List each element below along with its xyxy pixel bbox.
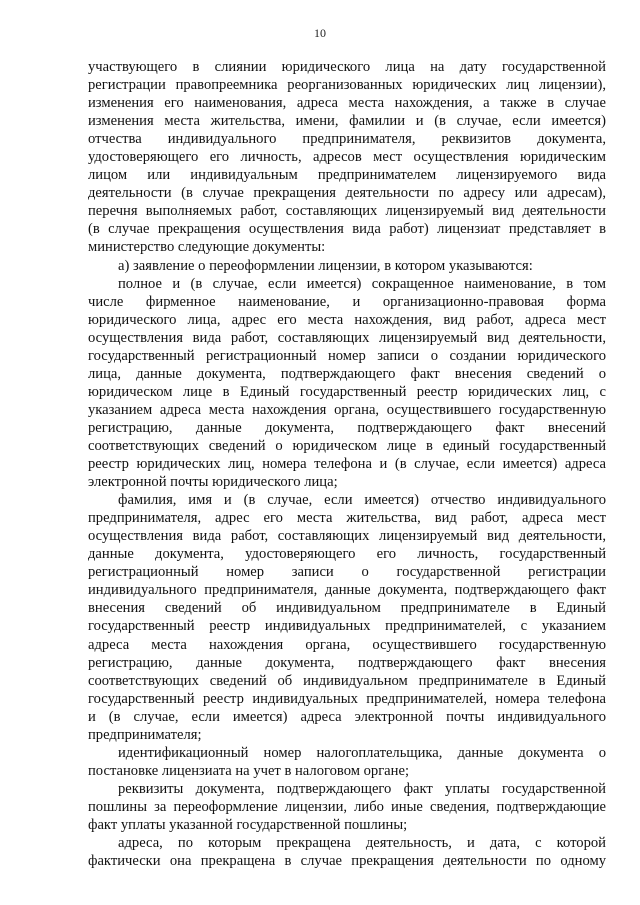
text-line: фамилия, имя и (в случае, если имеется) отчество индивидуального <box>118 492 606 509</box>
text-line: лица, данные документа, подтверждающего факт внесения сведений о <box>88 365 606 382</box>
text-line: соответствующих сведений об индивидуальном предпринимателе в Единый <box>88 672 606 689</box>
text-line: предпринимателя; <box>88 726 202 743</box>
text-line: числе фирменное наименование, и организационно-правовая форма <box>88 293 606 310</box>
text-line: идентификационный номер налогоплательщика, данные документа о <box>118 744 606 761</box>
text-line: адреса места нахождения органа, осуществившего государственную <box>88 636 606 653</box>
text-line: юридическом лице в Единый государственный реестр юридических лиц, с <box>88 383 606 400</box>
text-line: указанием адреса места нахождения органа, осуществившего государственную <box>88 401 606 418</box>
text-line: внесения сведений об индивидуальном предпринимателе в Единый <box>88 600 606 617</box>
text-line: министерство следующие документы: <box>88 239 326 256</box>
text-line: факт уплаты указанной государственной пошлины; <box>88 816 408 833</box>
text-line: изменения его наименования, адреса места нахождения, а также в случае <box>88 95 606 112</box>
text-line: регистрацию, данные документа, подтверждающего факт внесения <box>88 654 606 671</box>
text-line: государственный реестр индивидуальных предпринимателей, номера телефона <box>88 690 606 707</box>
text-line: лицом или индивидуальным предпринимателем лицензируемого вида <box>88 167 606 184</box>
text-line: юридического лица, адрес его места нахождения, вид работ, адреса мест <box>88 311 606 328</box>
text-line: участвующего в слиянии юридического лица на дату государственной <box>88 59 606 75</box>
text-line: электронной почты юридического лица; <box>88 474 338 491</box>
text-line: регистрационный номер записи о государственной регистрации <box>88 564 606 581</box>
text-line: реквизиты документа, подтверждающего факт уплаты государственной <box>118 780 606 797</box>
text-line: реестр юридических лиц, номера телефона и (в случае, если имеется) адреса <box>88 456 606 473</box>
text-line: перечня выполняемых работ, составляющих лицензируемый вид деятельности <box>88 203 606 220</box>
text-line: государственный регистрационный номер записи о создании юридического <box>88 347 606 364</box>
text-line: государственный реестр индивидуальных предпринимателей, с указанием <box>88 618 606 635</box>
text-line: фактически она прекращена в случае прекращения деятельности по одному <box>88 853 606 870</box>
text-line: отчества индивидуального предпринимателя, реквизитов документа, <box>88 131 606 148</box>
text-line: предпринимателя, адрес его места жительства, вид работ, адреса мест <box>88 510 606 527</box>
text-line: (в случае прекращения осуществления вида работ) лицензиат представляет в <box>88 221 606 238</box>
text-line: изменения места жительства, имени, фамилии и (в случае, если имеется) <box>88 113 606 130</box>
text-line: осуществления вида работ, составляющих лицензируемый вид деятельности, <box>88 329 606 346</box>
text-line: удостоверяющего его личность, адресов мест осуществления юридическим <box>88 149 606 166</box>
text-line: пошлины за переоформление лицензии, либо иные сведения, подтверждающие <box>88 798 606 815</box>
text-line: и (в случае, если имеется) адреса электронной почты индивидуального <box>88 708 606 725</box>
body-text <box>88 58 606 870</box>
text-line: соответствующих сведений о юридическом лице в единый государственный <box>88 437 606 454</box>
text-line: индивидуального предпринимателя, данные документа, подтверждающего факт <box>88 582 606 599</box>
text-line: полное и (в случае, если имеется) сокращенное наименование, в том <box>118 275 606 292</box>
text-line: адреса, по которым прекращена деятельность, и дата, с которой <box>118 835 606 852</box>
text-line: регистрации правопреемника реорганизованных юридических лиц лицензии), <box>88 77 606 94</box>
text-line: осуществления вида работ, составляющих лицензируемый вид деятельности, <box>88 528 606 545</box>
page-number: 10 <box>314 26 326 40</box>
text-line: постановке лицензиата на учет в налоговом органе; <box>88 762 409 779</box>
text-line: а) заявление о переоформлении лицензии, в котором указываются: <box>118 257 533 274</box>
text-line: данные документа, удостоверяющего его личность, государственный <box>88 546 606 563</box>
text-line: деятельности (в случае прекращения деятельности по адресу или адресам), <box>88 185 606 202</box>
text-line: регистрацию, данные документа, подтверждающего факт внесений <box>88 419 606 436</box>
